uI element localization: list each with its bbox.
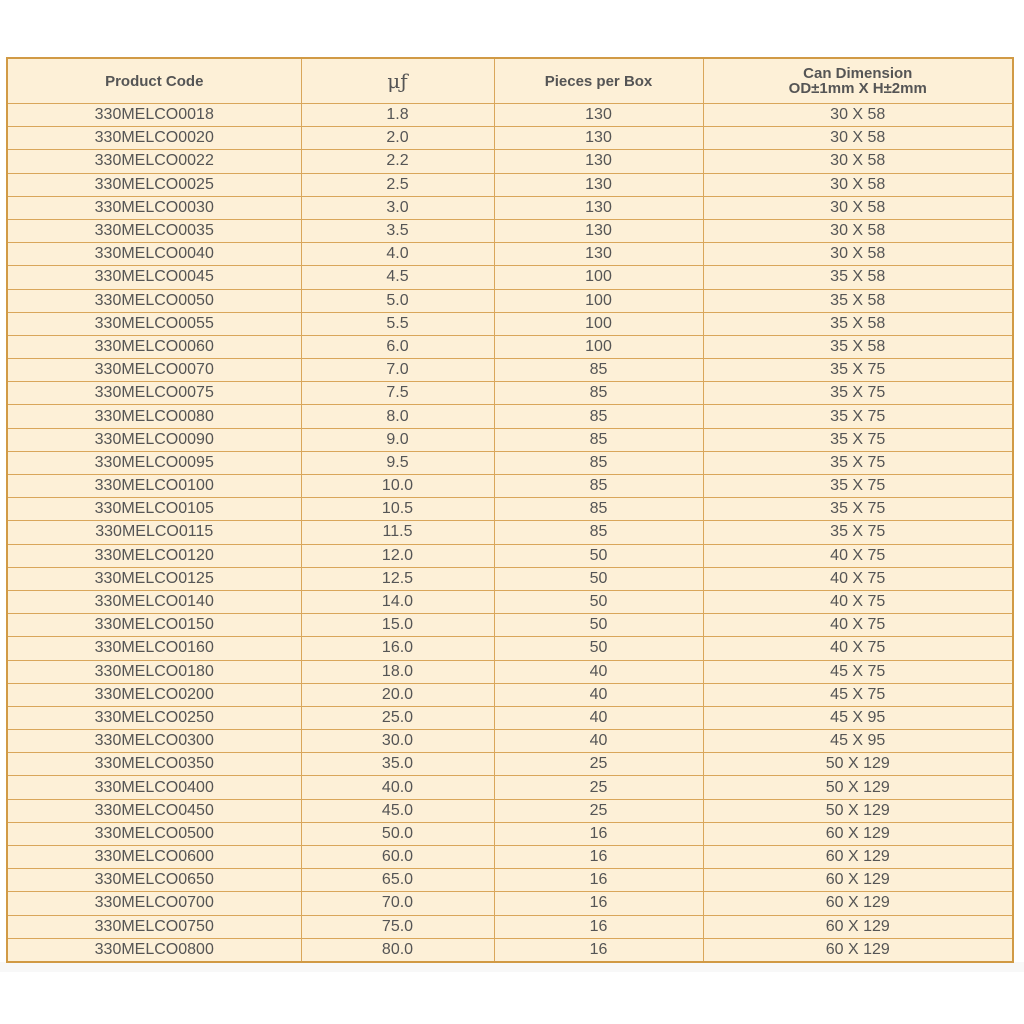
table-row (7, 614, 1013, 637)
cell-capacitance: 12.5 (301, 567, 494, 590)
cell-capacitance: 2.5 (301, 173, 494, 196)
cell-capacitance: 2.2 (301, 150, 494, 173)
cell-product-code: 330MELCO0020 (7, 127, 301, 150)
cell-product-code: 330MELCO0090 (7, 428, 301, 451)
cell-capacitance: 3.0 (301, 196, 494, 219)
cell-can-dimension: 30 X 58 (703, 150, 1013, 173)
table-row (7, 359, 1013, 382)
table-row (7, 683, 1013, 706)
cell-pieces-per-box: 40 (494, 683, 703, 706)
cell-can-dimension: 50 X 129 (703, 799, 1013, 822)
table-row (7, 590, 1013, 613)
cell-can-dimension: 30 X 58 (703, 127, 1013, 150)
cell-product-code: 330MELCO0060 (7, 335, 301, 358)
cell-pieces-per-box: 100 (494, 266, 703, 289)
cell-pieces-per-box: 40 (494, 706, 703, 729)
cell-product-code: 330MELCO0105 (7, 498, 301, 521)
cell-product-code: 330MELCO0030 (7, 196, 301, 219)
cell-capacitance: 8.0 (301, 405, 494, 428)
cell-product-code: 330MELCO0045 (7, 266, 301, 289)
cell-can-dimension: 35 X 58 (703, 335, 1013, 358)
cell-capacitance: 60.0 (301, 846, 494, 869)
cell-can-dimension: 45 X 75 (703, 660, 1013, 683)
cell-pieces-per-box: 85 (494, 428, 703, 451)
cell-capacitance: 35.0 (301, 753, 494, 776)
cell-pieces-per-box: 85 (494, 498, 703, 521)
cell-can-dimension: 60 X 129 (703, 938, 1013, 962)
table-row (7, 104, 1013, 127)
cell-can-dimension: 60 X 129 (703, 892, 1013, 915)
cell-product-code: 330MELCO0080 (7, 405, 301, 428)
cell-capacitance: 9.5 (301, 451, 494, 474)
cell-pieces-per-box: 50 (494, 567, 703, 590)
cell-product-code: 330MELCO0018 (7, 104, 301, 127)
cell-product-code: 330MELCO0800 (7, 938, 301, 962)
cell-capacitance: 4.0 (301, 243, 494, 266)
cell-pieces-per-box: 130 (494, 150, 703, 173)
cell-pieces-per-box: 50 (494, 637, 703, 660)
table-row (7, 637, 1013, 660)
header-row (7, 58, 1013, 104)
cell-capacitance: 6.0 (301, 335, 494, 358)
cell-can-dimension: 35 X 75 (703, 521, 1013, 544)
cell-product-code: 330MELCO0400 (7, 776, 301, 799)
table-row (7, 869, 1013, 892)
cell-can-dimension: 30 X 58 (703, 104, 1013, 127)
cell-pieces-per-box: 16 (494, 822, 703, 845)
cell-pieces-per-box: 85 (494, 475, 703, 498)
cell-can-dimension: 45 X 95 (703, 730, 1013, 753)
cell-pieces-per-box: 40 (494, 660, 703, 683)
cell-can-dimension: 35 X 58 (703, 312, 1013, 335)
cell-can-dimension: 35 X 75 (703, 382, 1013, 405)
cell-pieces-per-box: 130 (494, 104, 703, 127)
cell-capacitance: 30.0 (301, 730, 494, 753)
cell-capacitance: 1.8 (301, 104, 494, 127)
cell-capacitance: 80.0 (301, 938, 494, 962)
cell-product-code: 330MELCO0140 (7, 590, 301, 613)
cell-pieces-per-box: 85 (494, 405, 703, 428)
cell-can-dimension: 45 X 95 (703, 706, 1013, 729)
table-row (7, 660, 1013, 683)
table-row (7, 173, 1013, 196)
cell-pieces-per-box: 25 (494, 799, 703, 822)
cell-can-dimension: 35 X 58 (703, 289, 1013, 312)
table-row (7, 846, 1013, 869)
cell-product-code: 330MELCO0650 (7, 869, 301, 892)
cell-capacitance: 75.0 (301, 915, 494, 938)
cell-product-code: 330MELCO0040 (7, 243, 301, 266)
cell-can-dimension: 35 X 75 (703, 451, 1013, 474)
cell-pieces-per-box: 130 (494, 196, 703, 219)
table-row (7, 219, 1013, 242)
cell-capacitance: 45.0 (301, 799, 494, 822)
cell-capacitance: 20.0 (301, 683, 494, 706)
header-can-dimension-title: Can Dimension (803, 65, 913, 82)
cell-pieces-per-box: 100 (494, 312, 703, 335)
cell-capacitance: 40.0 (301, 776, 494, 799)
cell-pieces-per-box: 130 (494, 219, 703, 242)
table-row (7, 567, 1013, 590)
cell-can-dimension: 40 X 75 (703, 544, 1013, 567)
page-footer-band (0, 962, 1024, 972)
table-row (7, 243, 1013, 266)
cell-product-code: 330MELCO0500 (7, 822, 301, 845)
cell-capacitance: 16.0 (301, 637, 494, 660)
cell-capacitance: 7.5 (301, 382, 494, 405)
cell-can-dimension: 35 X 75 (703, 359, 1013, 382)
cell-product-code: 330MELCO0035 (7, 219, 301, 242)
table-row (7, 266, 1013, 289)
cell-can-dimension: 45 X 75 (703, 683, 1013, 706)
cell-product-code: 330MELCO0120 (7, 544, 301, 567)
cell-capacitance: 3.5 (301, 219, 494, 242)
cell-product-code: 330MELCO0350 (7, 753, 301, 776)
table-row (7, 127, 1013, 150)
cell-pieces-per-box: 130 (494, 243, 703, 266)
cell-product-code: 330MELCO0115 (7, 521, 301, 544)
table-row (7, 382, 1013, 405)
cell-capacitance: 50.0 (301, 822, 494, 845)
cell-pieces-per-box: 85 (494, 521, 703, 544)
cell-capacitance: 11.5 (301, 521, 494, 544)
cell-capacitance: 25.0 (301, 706, 494, 729)
cell-pieces-per-box: 100 (494, 335, 703, 358)
cell-pieces-per-box: 40 (494, 730, 703, 753)
cell-product-code: 330MELCO0050 (7, 289, 301, 312)
cell-pieces-per-box: 85 (494, 359, 703, 382)
cell-product-code: 330MELCO0450 (7, 799, 301, 822)
cell-can-dimension: 60 X 129 (703, 822, 1013, 845)
cell-can-dimension: 30 X 58 (703, 173, 1013, 196)
cell-can-dimension: 35 X 75 (703, 428, 1013, 451)
cell-pieces-per-box: 25 (494, 776, 703, 799)
table-row (7, 730, 1013, 753)
table-row (7, 289, 1013, 312)
cell-product-code: 330MELCO0075 (7, 382, 301, 405)
table-row (7, 498, 1013, 521)
cell-product-code: 330MELCO0100 (7, 475, 301, 498)
cell-pieces-per-box: 85 (494, 451, 703, 474)
table-row (7, 428, 1013, 451)
cell-product-code: 330MELCO0070 (7, 359, 301, 382)
cell-pieces-per-box: 85 (494, 382, 703, 405)
cell-pieces-per-box: 100 (494, 289, 703, 312)
cell-can-dimension: 30 X 58 (703, 219, 1013, 242)
header-can-dimension (703, 58, 1013, 104)
cell-can-dimension: 50 X 129 (703, 753, 1013, 776)
cell-can-dimension: 40 X 75 (703, 614, 1013, 637)
table-row (7, 799, 1013, 822)
cell-pieces-per-box: 50 (494, 614, 703, 637)
cell-pieces-per-box: 16 (494, 938, 703, 962)
cell-capacitance: 15.0 (301, 614, 494, 637)
cell-product-code: 330MELCO0150 (7, 614, 301, 637)
cell-capacitance: 10.0 (301, 475, 494, 498)
cell-product-code: 330MELCO0022 (7, 150, 301, 173)
cell-product-code: 330MELCO0160 (7, 637, 301, 660)
cell-can-dimension: 30 X 58 (703, 243, 1013, 266)
cell-can-dimension: 35 X 58 (703, 266, 1013, 289)
cell-can-dimension: 30 X 58 (703, 196, 1013, 219)
cell-capacitance: 5.0 (301, 289, 494, 312)
table-row (7, 822, 1013, 845)
cell-capacitance: 10.5 (301, 498, 494, 521)
table-row (7, 892, 1013, 915)
cell-can-dimension: 60 X 129 (703, 915, 1013, 938)
cell-capacitance: 4.5 (301, 266, 494, 289)
cell-product-code: 330MELCO0055 (7, 312, 301, 335)
capacitor-product-table (6, 57, 1014, 963)
cell-can-dimension: 35 X 75 (703, 498, 1013, 521)
cell-capacitance: 2.0 (301, 127, 494, 150)
cell-product-code: 330MELCO0250 (7, 706, 301, 729)
cell-can-dimension: 60 X 129 (703, 846, 1013, 869)
cell-capacitance: 9.0 (301, 428, 494, 451)
cell-capacitance: 7.0 (301, 359, 494, 382)
header-can-dimension-tolerance: OD±1mm X H±2mm (788, 80, 927, 97)
table-row (7, 150, 1013, 173)
cell-can-dimension: 35 X 75 (703, 475, 1013, 498)
cell-capacitance: 12.0 (301, 544, 494, 567)
cell-pieces-per-box: 130 (494, 173, 703, 196)
cell-product-code: 330MELCO0025 (7, 173, 301, 196)
cell-capacitance: 18.0 (301, 660, 494, 683)
cell-pieces-per-box: 25 (494, 753, 703, 776)
table-row (7, 451, 1013, 474)
table-row (7, 753, 1013, 776)
cell-product-code: 330MELCO0750 (7, 915, 301, 938)
header-pieces-per-box: Pieces per Box (494, 58, 703, 104)
table-row (7, 915, 1013, 938)
cell-pieces-per-box: 50 (494, 544, 703, 567)
cell-product-code: 330MELCO0125 (7, 567, 301, 590)
table-row (7, 335, 1013, 358)
table-row (7, 312, 1013, 335)
header-product-code: Product Code (7, 58, 301, 104)
cell-pieces-per-box: 130 (494, 127, 703, 150)
table-row (7, 776, 1013, 799)
cell-capacitance: 5.5 (301, 312, 494, 335)
cell-can-dimension: 40 X 75 (703, 590, 1013, 613)
cell-can-dimension: 60 X 129 (703, 869, 1013, 892)
cell-pieces-per-box: 50 (494, 590, 703, 613)
cell-product-code: 330MELCO0095 (7, 451, 301, 474)
table-row (7, 521, 1013, 544)
cell-pieces-per-box: 16 (494, 915, 703, 938)
table-row (7, 405, 1013, 428)
cell-pieces-per-box: 16 (494, 846, 703, 869)
cell-product-code: 330MELCO0200 (7, 683, 301, 706)
cell-product-code: 330MELCO0700 (7, 892, 301, 915)
cell-product-code: 330MELCO0180 (7, 660, 301, 683)
cell-product-code: 330MELCO0600 (7, 846, 301, 869)
table-row (7, 706, 1013, 729)
cell-capacitance: 14.0 (301, 590, 494, 613)
cell-capacitance: 65.0 (301, 869, 494, 892)
cell-can-dimension: 50 X 129 (703, 776, 1013, 799)
cell-can-dimension: 40 X 75 (703, 567, 1013, 590)
header-capacitance: μƒ (301, 58, 494, 104)
cell-can-dimension: 40 X 75 (703, 637, 1013, 660)
table-row (7, 196, 1013, 219)
table-row (7, 475, 1013, 498)
table-row (7, 544, 1013, 567)
cell-capacitance: 70.0 (301, 892, 494, 915)
cell-pieces-per-box: 16 (494, 892, 703, 915)
table-row (7, 938, 1013, 962)
cell-can-dimension: 35 X 75 (703, 405, 1013, 428)
cell-pieces-per-box: 16 (494, 869, 703, 892)
cell-product-code: 330MELCO0300 (7, 730, 301, 753)
